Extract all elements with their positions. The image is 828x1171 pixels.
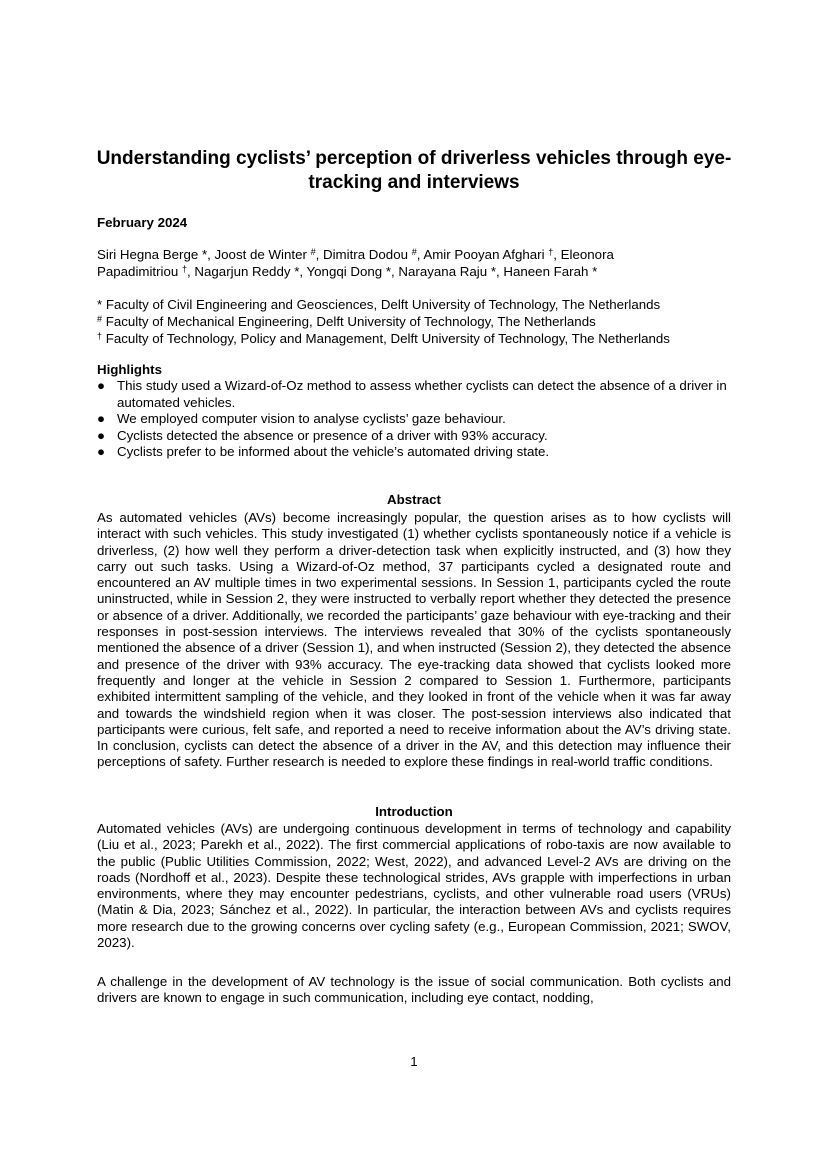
- abstract-text: As automated vehicles (AVs) become increasingly popular, the question arises as to how cyclists will interact with such vehicles. This study investigated (1) whether cyclists spontaneously notice if a vehicle is driverless, (2) how well they perform a driver-detection task when explicitly instructed, and (3) how they carry out such tasks. Using a Wizard-of-Oz method, 37 participants cycled a designated route and encountered an AV multiple times in two experimental sessions. In Session 1, participants cycled the route uninstructed, while in Session 2, they were instructed to verbally report whether they detected the presence or absence of a driver. Additionally, we recorded the participants’ gaze behaviour with eye-tracking and their responses in post-session interviews. The interviews revealed that 30% of the cyclists spontaneously mentioned the absence of a driver (Session 1), and when instructed (Session 2), they detected the absence and presence of the driver with 93% accuracy. The eye-tracking data showed that cyclists looked more frequently and longer at the vehicle in Session 2 compared to Session 1. Furthermore, participants exhibited intermittent sampling of the vehicle, and they looked in front of the vehicle when it was far away and towards the windshield region when it was closer. The post-session interviews also indicated that participants were curious, felt safe, and reported a need to receive information about the AV’s driving state. In conclusion, cyclists can detect the absence of a driver in the AV, and this detection may influence their perceptions of safety. Further research is needed to explore these findings in real-world traffic conditions.: [97, 510, 731, 770]
- affiliation-text: Faculty of Civil Engineering and Geosciences, Delft University of Technology, The Netherlands: [105, 297, 661, 312]
- highlight-text: Cyclists prefer to be informed about the vehicle’s automated driving state.: [117, 444, 550, 459]
- affiliation-mark: #: [97, 314, 103, 324]
- affiliation-mark: *: [97, 297, 103, 312]
- abstract-heading: Abstract: [387, 492, 441, 507]
- bullet-icon: ●: [97, 411, 106, 426]
- bullet-icon: ●: [97, 427, 106, 443]
- affiliation-text: Faculty of Mechanical Engineering, Delft University of Technology, The Netherlands: [105, 314, 596, 329]
- author-mark: †: [182, 264, 188, 274]
- highlight-item: [97, 444, 737, 461]
- affiliation-list: [97, 296, 737, 347]
- publication-date: February 2024: [97, 215, 188, 230]
- introduction-paragraph-2: A challenge in the development of AV technology is the issue of social communication. Both cyclists and drivers are known to engage in such communication, including eye contact, nodding,: [97, 974, 731, 1006]
- bullet-icon: ●: [97, 444, 106, 459]
- highlights-heading: Highlights: [97, 362, 162, 377]
- introduction-paragraph-1: Automated vehicles (AVs) are undergoing continuous development in terms of technology and capability (Liu et al., 2023; Parekh et al., 2022). The first commercial applications of robo-taxis are now available to the public (Public Utilities Commission, 2022; West, 2022), and advanced Level-2 AVs are driving on the roads (Nordhoff et al., 2023). Despite these technological strides, AVs grapple with imperfections in urban environments, where they may encounter pedestrians, cyclists, and other vulnerable road users (VRUs) (Matin & Dia, 2023; Sánchez et al., 2022). In particular, the interaction between AVs and cyclists requires more research due to the growing concerns over cycling safety (e.g., European Commission, 2021; SWOV, 2023).: [97, 821, 731, 951]
- affiliation-3: [97, 330, 737, 347]
- author-mark: #: [310, 247, 316, 257]
- highlight-text: We employed computer vision to analyse cyclists’ gaze behaviour.: [117, 411, 506, 426]
- author-mark: #: [411, 247, 417, 257]
- author-line-2: Papadimitriou †, Nagarjun Reddy *, Yongqi Dong *, Narayana Raju *, Haneen Farah *: [97, 264, 598, 279]
- highlight-text: This study used a Wizard-of-Oz method to assess whether cyclists can detect the absence of a driver in automated vehicles.: [117, 378, 727, 410]
- paper-title: Understanding cyclists’ perception of driverless vehicles through eye-tracking and interviews: [96, 148, 732, 193]
- author-list: [97, 246, 737, 280]
- highlight-item: [97, 411, 737, 428]
- highlight-item: [97, 378, 737, 411]
- author-line-1: Siri Hegna Berge *, Joost de Winter #, Dimitra Dodou #, Amir Pooyan Afghari †, Eleonora: [97, 247, 614, 262]
- affiliation-2: [97, 313, 737, 330]
- page-number: 1: [410, 1054, 418, 1069]
- highlight-item: [97, 428, 737, 445]
- introduction-heading: Introduction: [375, 804, 453, 819]
- highlight-text: Cyclists detected the absence or presence of a driver with 93% accuracy.: [117, 427, 548, 443]
- bullet-icon: ●: [97, 378, 106, 393]
- author-mark: †: [548, 247, 554, 257]
- affiliation-mark: †: [97, 331, 103, 341]
- highlights-list: [97, 378, 737, 461]
- affiliation-1: [97, 296, 737, 313]
- affiliation-text: Faculty of Technology, Policy and Management, Delft University of Technology, The Netherlands: [105, 331, 670, 346]
